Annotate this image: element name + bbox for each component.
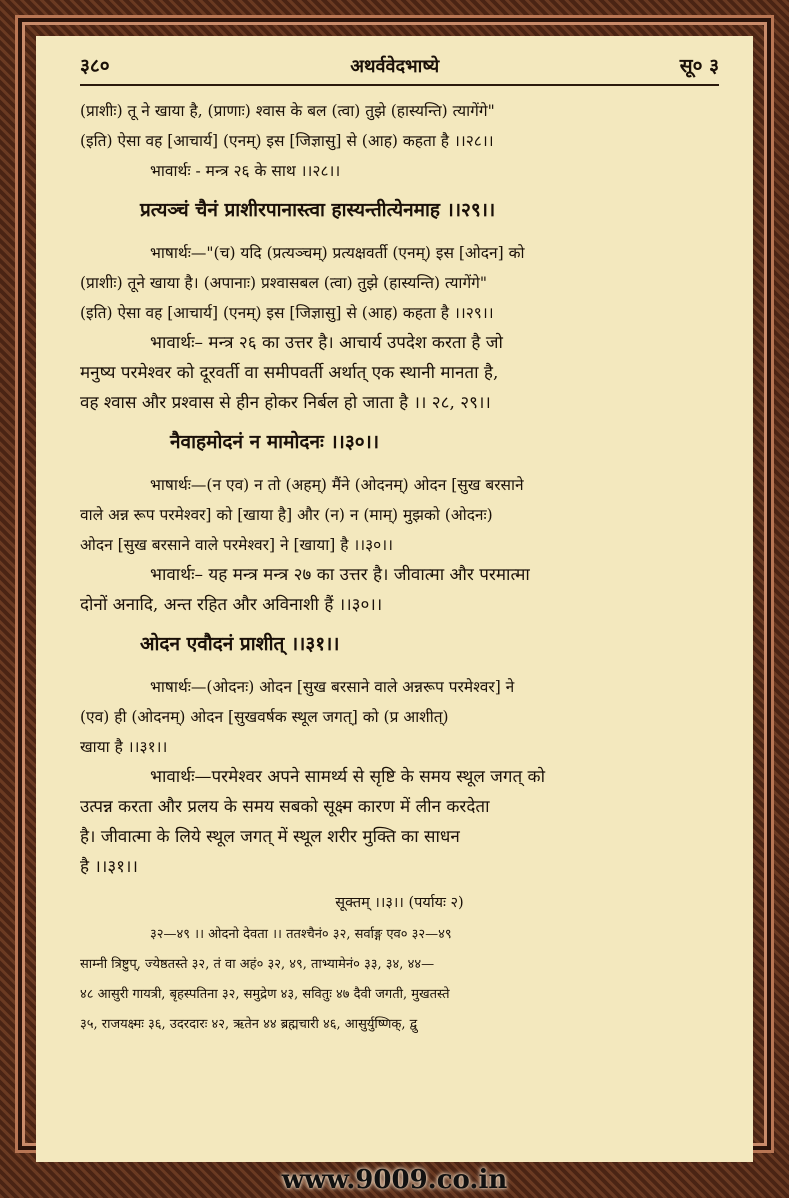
- page-number: ३८०: [80, 55, 110, 77]
- page-header: [80, 52, 719, 86]
- book-page: [36, 36, 753, 1162]
- section-label: सू० ३: [679, 55, 719, 77]
- text-line: खाया है ।।३१।।: [80, 738, 168, 756]
- footnote-line: ४८ आसुरी गायत्री, बृहस्पतिना ३२, समुद्रेण ४३, सवितुः ४७ दैवी जगती, मुखतस्ते: [80, 987, 450, 1002]
- text-line: (प्राशीः) तू ने खाया है, (प्राणाः) श्वास के बल (त्वा) तुझे (हास्यन्ति) त्यागेंगे": [80, 102, 495, 120]
- footnote-line: साम्नी त्रिष्टुप्, ज्येष्ठतस्ते ३२, तं वा अहं० ३२, ४९, ताभ्यामेनं० ३३, ३४, ४४—: [80, 957, 435, 972]
- text-line: मनुष्य परमेश्वर को दूरवर्ती वा समीपवर्ती अर्थात् एक स्थानी मानता है,: [80, 363, 499, 383]
- text-line: है ।।३१।।: [80, 857, 138, 877]
- text-line: दोनों अनादि, अन्त रहित और अविनाशी हैं ।।३०।।: [80, 595, 383, 615]
- text-line: (इति) ऐसा वह [आचार्य] (एनम्) इस [जिज्ञासु] से (आह) कहता है ।।२८।।: [80, 132, 494, 150]
- text-line: भावार्थः– मन्त्र २६ का उत्तर है। आचार्य उपदेश करता है जो: [150, 333, 503, 353]
- text-line: वह श्वास और प्रश्वास से हीन होकर निर्बल हो जाता है ।। २८, २९।।: [80, 393, 491, 413]
- text-line: भाषार्थः—"(च) यदि (प्रत्यञ्चम्) प्रत्यक्षवर्ती (एनम्) इस [ओदन] को: [150, 244, 525, 262]
- text-line: भाषार्थः—(ओदनः) ओदन [सुख बरसाने वाले अन्नरूप परमेश्वर] ने: [150, 678, 515, 696]
- mantra-heading: ओदन एवौदनं प्राशीत् ।।३१।।: [140, 633, 340, 655]
- text-line: भावार्थः– यह मन्त्र मन्त्र २७ का उत्तर है। जीवात्मा और परमात्मा: [150, 565, 530, 585]
- text-line: वाले अन्न रूप परमेश्वर] को [खाया है] और (न) न (माम्) मुझको (ओदनः): [80, 506, 493, 524]
- footnote-line: ३५, राजयक्ष्मः ३६, उदरदारः ४२, ऋतेन ४४ ब्रह्मचारी ४६, आसुर्युष्णिक्, द्वु: [80, 1017, 418, 1032]
- sukta-heading: सूक्तम् ।।३।। (पर्यायः २): [335, 895, 464, 911]
- text-line: है। जीवात्मा के लिये स्थूल जगत् में स्थूल शरीर मुक्ति का साधन: [80, 827, 460, 847]
- text-line: भावार्थः—परमेश्वर अपने सामर्थ्य से सृष्टि के समय स्थूल जगत् को: [150, 767, 545, 787]
- text-line: भावार्थः - मन्त्र २६ के साथ ।।२८।।: [150, 162, 341, 180]
- page-title: अथर्ववेदभाष्ये: [350, 56, 440, 77]
- mantra-heading: नैवाहमोदनं न मामोदनः ।।३०।।: [170, 431, 380, 453]
- text-line: ओदन [सुख बरसाने वाले परमेश्वर] ने [खाया] है ।।३०।।: [80, 536, 393, 554]
- text-line: (प्राशीः) तूने खाया है। (अपानाः) प्रश्वासबल (त्वा) तुझे (हास्यन्ति) त्यागेंगे": [80, 274, 488, 292]
- text-line: (इति) ऐसा वह [आचार्य] (एनम्) इस [जिज्ञासु] से (आह) कहता है ।।२९।।: [80, 304, 494, 322]
- text-line: उत्पन्न करता और प्रलय के समय सबको सूक्ष्म कारण में लीन करदेता: [80, 797, 490, 817]
- text-line: भाषार्थः—(न एव) न तो (अहम्) मैंने (ओदनम्) ओदन [सुख बरसाने: [150, 476, 524, 494]
- website-watermark: www.9009.co.in: [281, 1165, 508, 1195]
- footnote-line: ३२—४९ ।। ओदनो देवता ।। ततश्चैनं० ३२, सर्वाङ्ग एव० ३२—४९: [150, 927, 452, 942]
- mantra-heading: प्रत्यञ्चं चैनं प्राशीरपानास्त्वा हास्यन्तीत्येनमाह ।।२९।।: [140, 199, 496, 221]
- text-line: (एव) ही (ओदनम्) ओदन [सुखवर्षक स्थूल जगत्] को (प्र आशीत्): [80, 708, 449, 726]
